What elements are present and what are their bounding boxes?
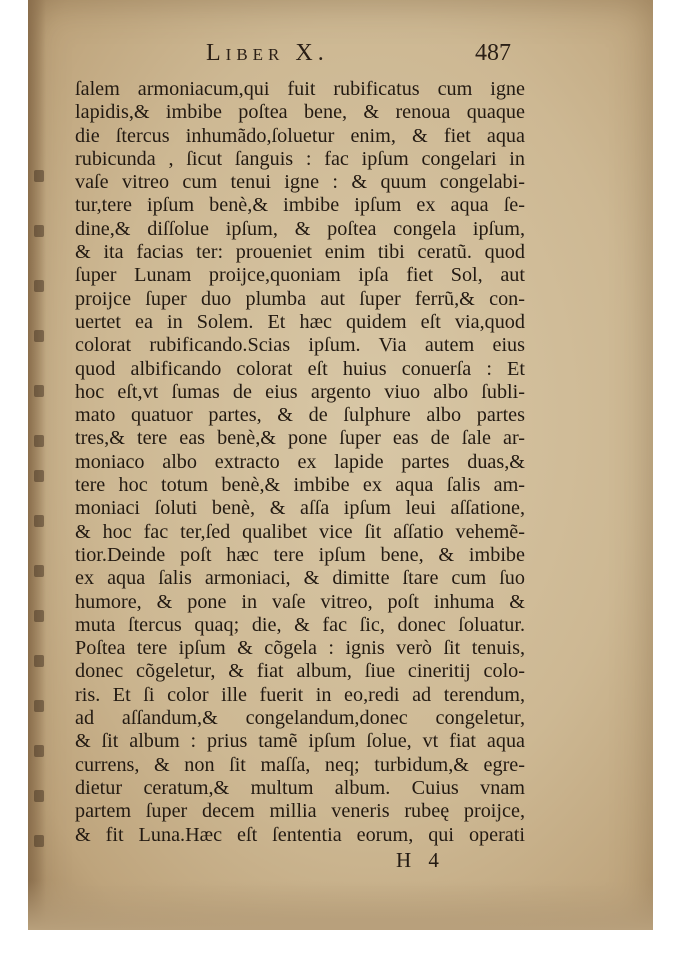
text-line: tior.Deinde poſt hæc tere ipſum bene, & imbibe [75,543,525,566]
page-number: 487 [475,40,511,66]
text-line: die ſtercus inhumãdo,ſoluetur enim, & fiet aqua [75,124,525,147]
text-line: ſuper Lunam proijce,quoniam ipſa fiet Sol, aut [75,264,525,287]
text-line: lapidis,& imbibe poſtea bene, & renoua quaque [75,101,525,124]
text-line: & ſit album : prius tamẽ ipſum ſolue, vt fiat aqua [75,730,525,753]
text-line: partem ſuper decem millia veneris rubeę proijce, [75,800,525,823]
text-line: Poſtea tere ipſum & cõgela : ignis verò ſit tenuis, [75,637,525,660]
text-line: colorat rubificando.Scias ipſum. Via autem eius [75,334,525,357]
text-line: ris. Et ſi color ille fuerit in eo,redi ad terendum, [75,683,525,706]
body-text [75,78,525,847]
text-line: muta ſtercus quaq; die, & fac ſic, donec ſoluatur. [75,613,525,636]
text-line: & fit Luna.Hæc eſt ſententia eorum, qui operati [75,823,525,846]
text-line: mato quatuor partes, & de ſulphure albo partes [75,404,525,427]
text-line: dine,& diſſolue ipſum, & poſtea congela ipſum, [75,217,525,240]
text-line: & ita facias ter: proueniet enim tibi ceratũ. quod [75,241,525,264]
text-line: moniaco albo extracto ex lapide partes duas,& [75,450,525,473]
text-line: uertet ea in Solem. Et hæc quidem eſt via,quod [75,310,525,333]
text-line: tere hoc totum benè,& imbibe ex aqua ſalis am- [75,474,525,497]
page-bottom-shadow [28,880,653,930]
text-line: donec cõgeletur, & fiat album, ſiue cineritij colo- [75,660,525,683]
text-line: dietur ceratum,& multum album. Cuius vnam [75,776,525,799]
text-line: & hoc fac ter,ſed qualibet vice ſit aſſatio vehemẽ- [75,520,525,543]
text-line: humore, & pone in vaſe vitreo, poſt inhuma & [75,590,525,613]
text-line: quod albificando colorat eſt huius conuerſa : Et [75,357,525,380]
running-title: Liber X. [206,40,329,66]
signature-mark: H 4 [396,848,445,872]
text-line: vaſe vitreo cum tenui igne : & quum congelabi- [75,171,525,194]
text-line: tres,& tere eas benè,& pone ſuper eas de ſale ar- [75,427,525,450]
margin-bleed-marks [30,170,52,870]
text-line: tur,tere ipſum benè,& imbibe ipſum ex aqua ſe- [75,194,525,217]
text-line: hoc eſt,vt ſumas de eius argento viuo albo ſubli- [75,380,525,403]
text-line: currens, & non ſit maſſa, neq; turbidum,& egre- [75,753,525,776]
text-line: rubicunda , ſicut ſanguis : fac ipſum congelari in [75,147,525,170]
text-line: ſalem armoniacum,qui fuit rubificatus cum igne [75,78,525,100]
text-line: moniaci ſoluti benè, & aſſa ipſum leui aſſatione, [75,497,525,520]
text-line: ad aſſandum,& congelandum,donec congeletur, [75,707,525,730]
text-line: ex aqua ſalis armoniaci, & dimitte ſtare cum ſuo [75,567,525,590]
text-line: proijce ſuper duo plumba aut ſuper ferrũ,& con- [75,287,525,310]
